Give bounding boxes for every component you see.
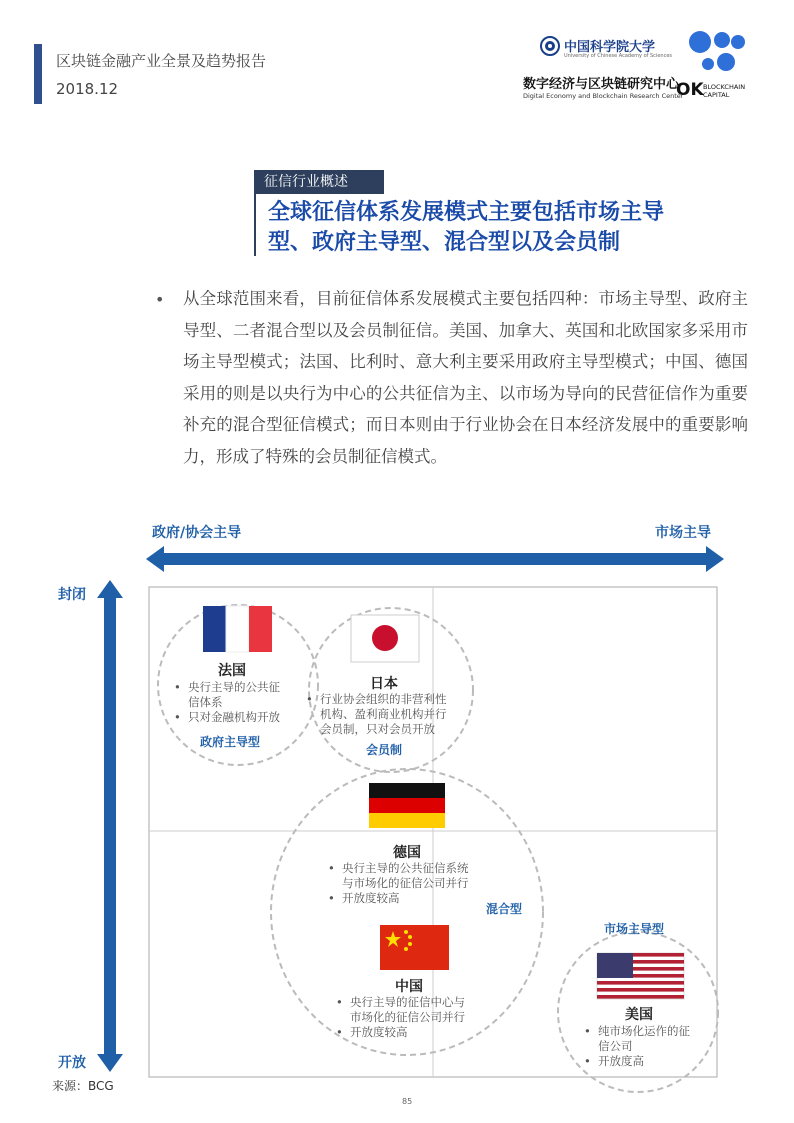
body-paragraph: 从全球范围来看，目前征信体系发展模式主要包括四种：市场主导型、政府主导型、二者混合型以及会员制征信。美国、加拿大、英国和北欧国家多采用市场主导型模式；法国、比利时、意大利主要采用政府主导型模式；中国、德国采用的则是以央行为中心的公共征信为主、以市场为导向的民营征信作为重要补充的混合型征信模式；而日本则由于行业协会在日本经济发展中的重要影响力，形成了特殊的会员制征信模式。 xyxy=(183,289,748,466)
usa-name: 美国 xyxy=(625,1007,653,1023)
germany-bullets: • 央行主导的公共征信系统 与市场化的征信公司并行 • 开放度较高 xyxy=(328,861,469,905)
page-number: 85 xyxy=(402,1097,413,1106)
bullet-marker: • xyxy=(155,290,165,309)
ok-logo-sub: BLOCKCHAIN CAPITAL xyxy=(703,83,746,99)
usa-flag-icon xyxy=(597,953,684,999)
dc-center-english: Digital Economy and Blockchain Research Center xyxy=(523,92,684,100)
usa-model-tag: 市场主导型 xyxy=(604,922,665,936)
china-bullets: • 央行主导的征信中心与 市场化的征信公司并行 • 开放度较高 xyxy=(336,995,465,1039)
cas-subtitle: University of Chinese Academy of Sciences xyxy=(564,53,672,59)
axis-bottom-label: 开放 xyxy=(58,1055,86,1071)
source-note: 来源：BCG xyxy=(52,1079,114,1093)
section-title: 全球征信体系发展模式主要包括市场主导 型、政府主导型、混合型以及会员制 xyxy=(268,200,665,255)
china-name: 中国 xyxy=(395,979,423,995)
japan-bullets: • 行业协会组织的非营利性 机构、盈利商业机构并行 会员制，只对会员开放 xyxy=(306,692,447,736)
axis-top-label: 封闭 xyxy=(58,587,86,603)
france-bullets: • 央行主导的公共征 信体系 • 只对金融机构开放 xyxy=(174,680,280,724)
france-flag-icon xyxy=(203,606,272,652)
horizontal-axis-arrow xyxy=(146,546,724,572)
china-flag-icon xyxy=(380,925,449,970)
france-name: 法国 xyxy=(218,663,246,679)
report-date: 2018.12 xyxy=(56,80,119,98)
section-tag: 征信行业概述 xyxy=(254,170,384,194)
usa-bullets: • 纯市场化运作的征 信公司 • 开放度高 xyxy=(584,1024,690,1068)
japan-name: 日本 xyxy=(370,676,398,692)
axis-left-label: 政府/协会主导 xyxy=(152,525,242,541)
japan-model-tag: 会员制 xyxy=(366,743,403,757)
ok-logo-text: OK xyxy=(676,80,704,100)
mixed-model-tag: 混合型 xyxy=(486,902,523,916)
vertical-axis-arrow xyxy=(97,580,123,1072)
dc-center-name: 数字经济与区块链研究中心 xyxy=(523,77,680,92)
cas-name: 中国科学院大学 xyxy=(564,40,656,55)
germany-flag-icon xyxy=(369,783,445,828)
japan-flag-icon xyxy=(351,615,419,662)
germany-name: 德国 xyxy=(393,845,421,861)
axis-right-label: 市场主导 xyxy=(655,525,711,541)
france-model-tag: 政府主导型 xyxy=(200,735,261,749)
report-title: 区块链金融产业全景及趋势报告 xyxy=(56,52,267,70)
